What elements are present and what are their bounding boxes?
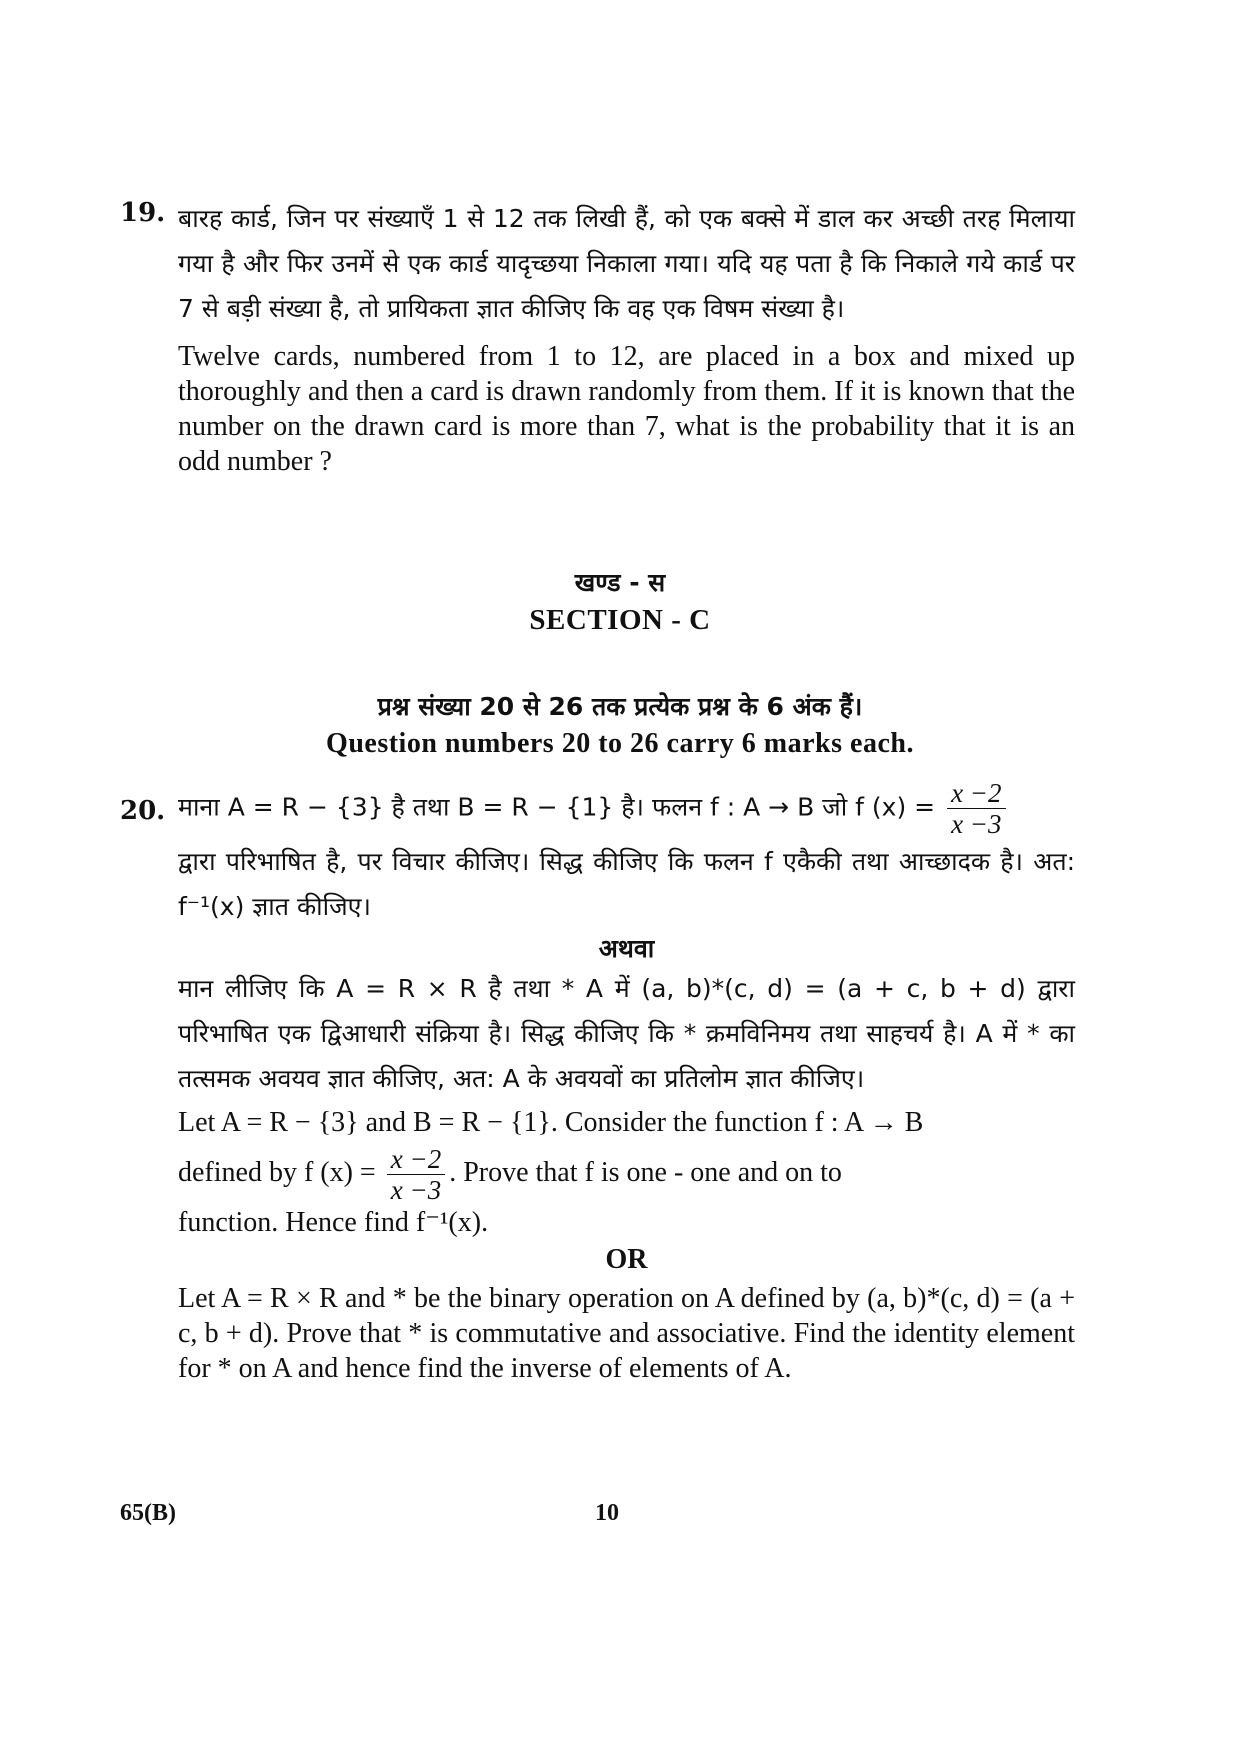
fraction-numerator: x −2 [947, 778, 1005, 809]
question-english-line2 [178, 1144, 1075, 1205]
fraction [947, 778, 1005, 839]
question-hindi-line1 [178, 778, 1075, 839]
question-19 [120, 196, 1075, 479]
question-english-text-b: Let A = R × R and * be the binary operation on A defined by (a, b)*(c, d) = (a + c, b + d). Prove that * is commutative and associative. Find the identity element for * on A and hence find the inverse of elements of A. [178, 1283, 1075, 1385]
english-a-post: . Prove that f is one - one and on to [449, 1157, 842, 1188]
question-number: 19. [120, 198, 166, 228]
fraction-denominator: x −3 [390, 1175, 442, 1206]
section-title-english: SECTION - C [529, 604, 711, 636]
question-english-text: Twelve cards, numbered from 1 to 12, are placed in a box and mixed up thoroughly and then a card is drawn randomly from them. If it is known that the number on the drawn card is more than 7, what is the probability that it is an odd number ? [178, 341, 1075, 477]
question-english-line1: Let A = R − {3} and B = R − {1}. Consider the function f : A → B [178, 1107, 924, 1138]
page-number: 10 [595, 1500, 619, 1526]
english-a-pre: defined by f (x) = [178, 1157, 376, 1188]
instruction-english: Question numbers 20 to 26 carry 6 marks each. [326, 728, 914, 759]
question-english-line3: function. Hence find f⁻¹(x). [178, 1207, 489, 1239]
section-title-hindi: खण्ड - स [574, 568, 666, 597]
hindi-a-line1: माना A = R − {3} है तथा B = R − {1} है। फलन f : A → B जो f (x) = [178, 792, 936, 822]
or-separator-hindi: अथवा [598, 934, 655, 963]
question-number: 20. [120, 796, 166, 826]
fraction-denominator: x −3 [951, 809, 1002, 839]
question-20 [120, 778, 1075, 1386]
fraction-numerator: x −2 [387, 1144, 445, 1175]
question-hindi-text-b: मान लीजिए कि A = R × R है तथा * A में (a, b)*(c, d) = (a + c, b + d) द्वारा परिभाषित एक द्विआधारी संक्रिया है। सिद्ध कीजिए कि * क्रमविनिमय तथा साहचर्य है। A में * का तत्समक अवयव ज्ञात कीजिए, अत: A के अवयवों का प्रतिलोम ज्ञात कीजिए। [178, 974, 1075, 1093]
question-hindi-text-a: द्वारा परिभाषित है, पर विचार कीजिए। सिद्ध कीजिए कि फलन f एकैकी तथा आच्छादक है। अत: f⁻¹(x) ज्ञात कीजिए। [178, 847, 1075, 921]
instruction-hindi: प्रश्न संख्या 20 से 26 तक प्रत्येक प्रश्न के 6 अंक हैं। [377, 692, 863, 721]
fraction [387, 1144, 445, 1205]
question-hindi-text: बारह कार्ड, जिन पर संख्याएँ 1 से 12 तक लिखी हैं, को एक बक्से में डाल कर अच्छी तरह मिलाया गया है और फिर उनमें से एक कार्ड यादृच्छया निकाला गया। यदि यह पता है कि निकाले गये कार्ड पर 7 से बड़ी संख्या है, तो प्रायिकता ज्ञात कीजिए कि वह एक विषम संख्या है। [178, 204, 1075, 323]
or-separator-english: OR [605, 1244, 648, 1276]
paper-code: 65(B) [120, 1500, 176, 1526]
